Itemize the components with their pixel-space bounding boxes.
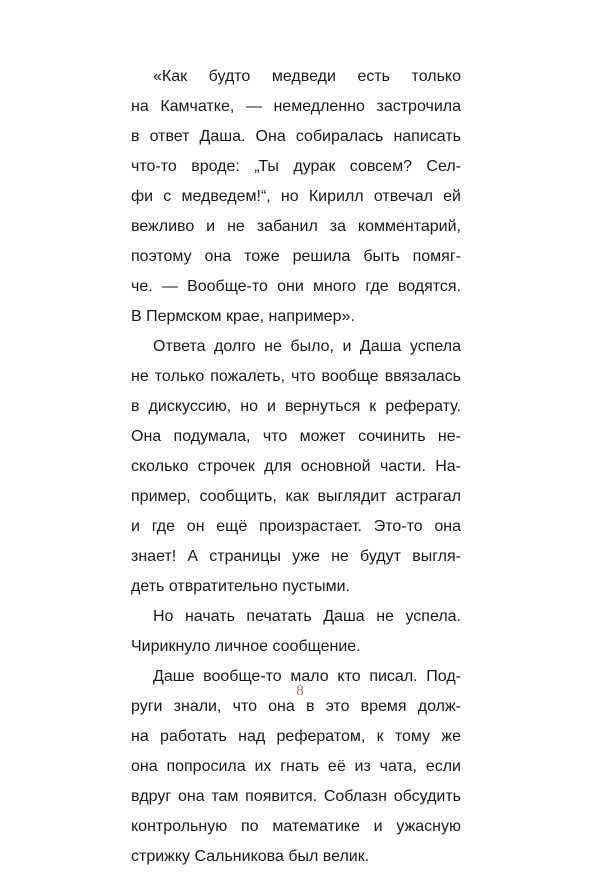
text-line: фи с медведем!“, но Кирилл отвечал ей (131, 188, 461, 205)
text-line: руги знали, что она в это время долж- (131, 698, 461, 715)
text-line: пример, сообщить, как выглядит астрагал (131, 488, 461, 505)
text-line: стрижку Сальникова был велик. (131, 848, 370, 865)
text-line: вдруг она там появится. Соблазн обсудить (131, 788, 461, 805)
text-line: Она подумала, что может сочинить не- (131, 428, 461, 445)
text-line: она попросила их гнать её из чата, если (131, 758, 461, 775)
text-line: вежливо и не забанил за комментарий, (131, 218, 461, 235)
text-line: в дискуссию, но и вернуться к реферату. (131, 398, 461, 415)
text-line: деть отвратительно пустыми. (131, 578, 350, 595)
text-line: на Камчатке, — немедленно застрочила (131, 98, 461, 115)
paragraph-3 (131, 602, 461, 662)
paragraph-2 (131, 332, 461, 602)
page-number: 8 (296, 683, 304, 699)
text-line: Чирикнуло личное сообщение. (131, 638, 361, 655)
paragraph-1 (131, 62, 461, 332)
text-line: че. — Вообще-то они много где водятся. (131, 278, 461, 295)
text-line: сколько строчек для основной части. На- (131, 458, 461, 475)
text-line: Даше вообще-то мало кто писал. Под- (153, 668, 461, 685)
text-line: и где он ещё произрастает. Это-то она (131, 518, 461, 535)
text-line: в ответ Даша. Она собиралась написать (131, 128, 461, 145)
text-line: что-то вроде: „Ты дурак совсем? Сел- (131, 158, 461, 175)
text-line: В Пермском крае, например». (131, 308, 355, 325)
body-text (131, 62, 461, 872)
text-line: не только пожалеть, что вообще ввязалась (131, 368, 461, 385)
text-line: «Как будто медведи есть только (153, 68, 461, 85)
text-line: Ответа долго не было, и Даша успела (153, 338, 461, 355)
text-line: на работать над рефератом, к тому же (131, 728, 461, 745)
text-line: Но начать печатать Даша не успела. (153, 608, 461, 625)
text-line: поэтому она тоже решила быть помяг- (131, 248, 461, 265)
text-line: контрольную по математике и ужасную (131, 818, 461, 835)
text-line: знает! А страницы уже не будут выгля- (131, 548, 461, 565)
